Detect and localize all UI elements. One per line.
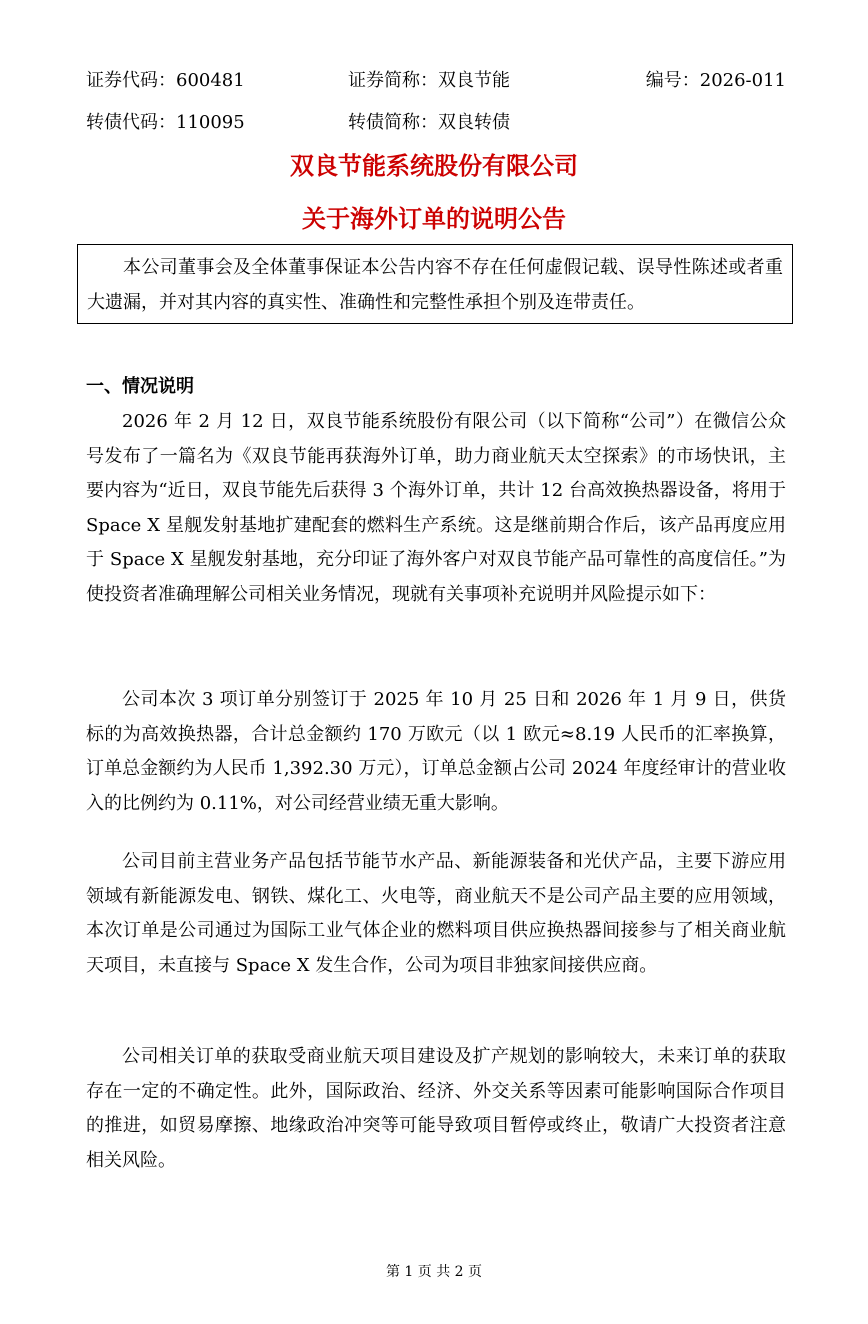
paragraph-risk-warning: 公司相关订单的获取受商业航天项目建设及扩产规划的影响较大，未来订单的获取存在一定的不确定性。此外，国际政治、经济、外交关系等因素可能影响国际合作项目的推进，如贸易摩擦、地缘政治冲突等可能导致项目暂停或终止，敬请广大投资者注意相关风险。: [86, 1046, 786, 1171]
header-row-securities: [86, 67, 786, 95]
bond-code: 转债代码：110095: [86, 112, 245, 133]
stock-code: 证券代码：600481: [86, 70, 245, 91]
announcement-title: 关于海外订单的说明公告: [302, 204, 566, 233]
paragraph-background: 2026 年 2 月 12 日，双良节能系统股份有限公司（以下简称“公司”）在微信公众号发布了一篇名为《双良节能再获海外订单，助力商业航天太空探索》的市场快讯，主要内容为“近日，双良节能先后获得 3 个海外订单，共计 12 台高效换热器设备，将用于 Space X 星舰发射基地扩建配套的燃料生产系统。这是继前期合作后，该产品再度应用于 Space X 星舰发射基地，充分印证了海外客户对双良节能产品可靠性的高度信任。”为使投资者准确理解公司相关业务情况，现就有关事项补充说明并风险提示如下：: [86, 411, 786, 605]
page-number: 第 1 页 共 2 页: [385, 1264, 483, 1280]
doc-number: 编号：2026-011: [645, 70, 786, 91]
paragraph-business-scope: 公司目前主营业务产品包括节能节水产品、新能源装备和光伏产品，主要下游应用领域有新能源发电、钢铁、煤化工、火电等，商业航天不是公司产品主要的应用领域，本次订单是公司通过为国际工业气体企业的燃料项目供应换热器间接参与了相关商业航天项目，未直接与 Space X 发生合作，公司为项目非独家间接供应商。: [86, 851, 786, 976]
board-guarantee-notice: 本公司董事会及全体董事保证本公告内容不存在任何虚假记载、误导性陈述或者重大遗漏，并对其内容的真实性、准确性和完整性承担个别及连带责任。: [77, 244, 793, 324]
paragraph-order-details: 公司本次 3 项订单分别签订于 2025 年 10 月 25 日和 2026 年 1 月 9 日，供货标的为高效换热器，合计总金额约 170 万欧元（以 1 欧元≈8.19 人民币的汇率换算，订单总金额约为人民币 1,392.30 万元），订单总金额占公司 2024 年度经审计的营业收入的比例约为 0.11%，对公司经营业绩无重大影响。: [86, 689, 786, 814]
bond-name: 转债简称：双良转债: [348, 112, 510, 133]
section-heading: 一、情况说明: [86, 376, 194, 397]
stock-name: 证券简称：双良节能: [348, 70, 510, 91]
header-row-bond: [86, 109, 786, 137]
company-title: 双良节能系统股份有限公司: [290, 151, 578, 180]
